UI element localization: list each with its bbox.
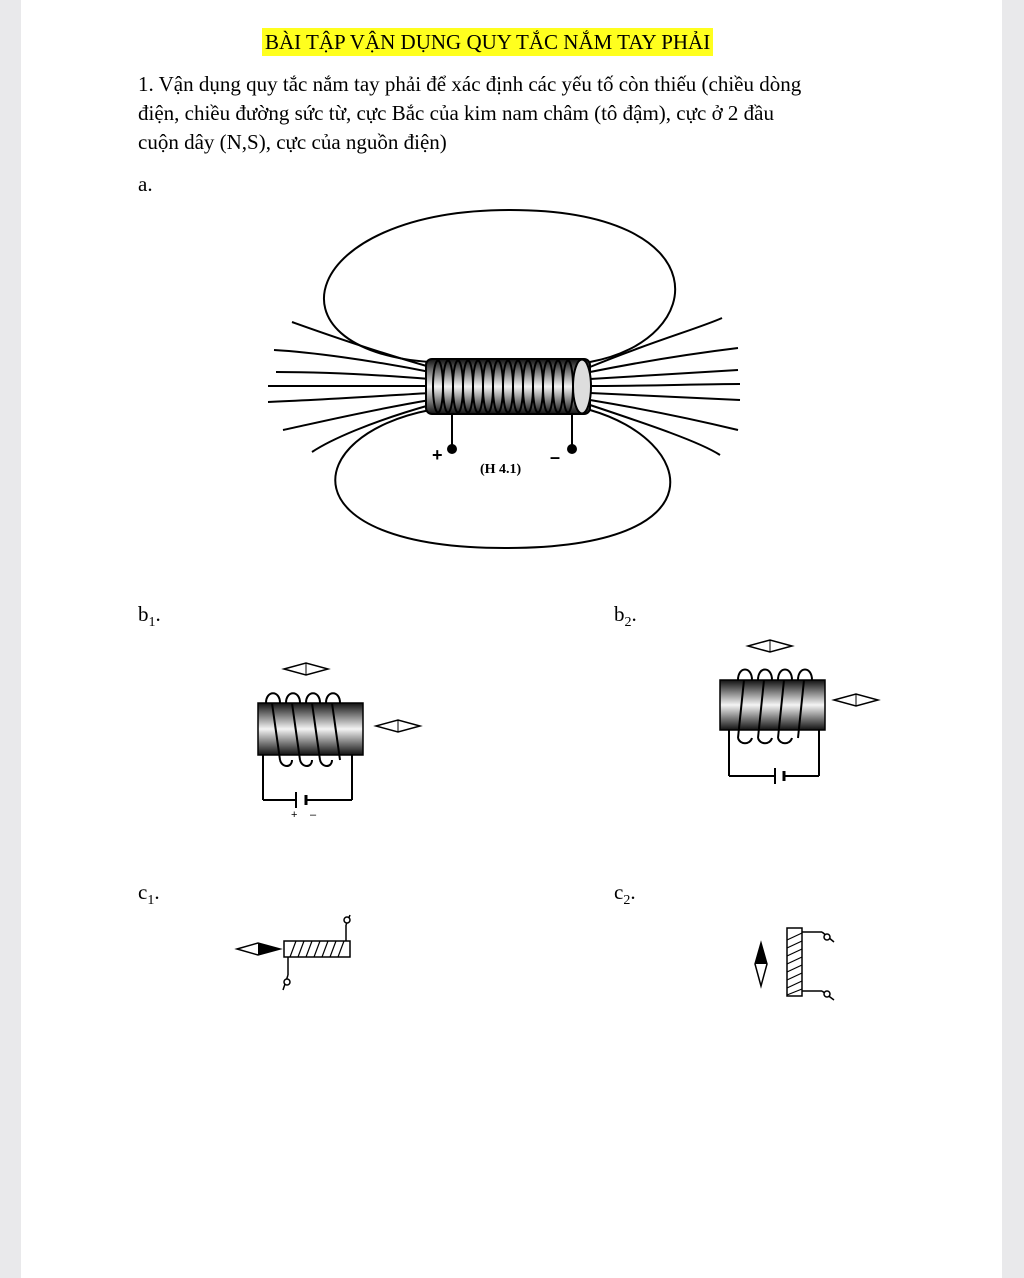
figure-a-coil bbox=[426, 359, 591, 454]
figure-b2 bbox=[720, 640, 878, 784]
battery-minus: – bbox=[310, 809, 317, 821]
figure-b1 bbox=[258, 663, 420, 821]
label-c2: $c_2$. bbox=[614, 880, 636, 909]
label-b2: $b_2$. bbox=[614, 602, 637, 631]
figure-c1 bbox=[237, 915, 350, 990]
battery-plus: + bbox=[291, 809, 298, 821]
figure-caption: (H 4.1) bbox=[480, 462, 522, 477]
figure-c2 bbox=[755, 928, 834, 1000]
label-a: a. bbox=[138, 172, 153, 196]
label-b1: $b_1$. bbox=[138, 602, 161, 631]
field-line-loop-top bbox=[324, 210, 675, 362]
question-line: 1. Vận dụng quy tắc nắm tay phải để xác định các yếu tố còn thiếu (chiều dòng bbox=[138, 72, 802, 96]
terminal-minus: – bbox=[550, 447, 561, 467]
terminal-plus: + bbox=[432, 445, 443, 465]
question-line: điện, chiều đường sức từ, cực Bắc của kim nam châm (tô đậm), cực ở 2 đầu bbox=[138, 101, 774, 125]
field-line-loop-bottom bbox=[335, 410, 670, 548]
question-line: cuộn dây (N,S), cực của nguồn điện) bbox=[138, 130, 447, 154]
coil-core bbox=[720, 680, 825, 730]
page-title: BÀI TẬP VẬN DỤNG QUY TẮC NẮM TAY PHẢI bbox=[262, 28, 713, 56]
label-c1: $c_1$. bbox=[138, 880, 160, 909]
